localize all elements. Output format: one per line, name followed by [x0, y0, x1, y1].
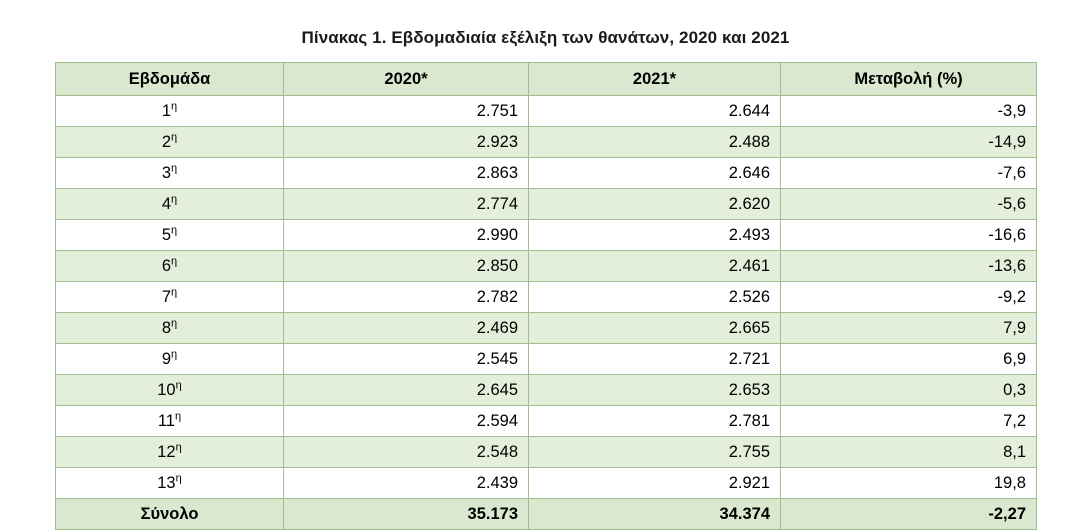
cell-total-change: -2,27 [781, 499, 1037, 530]
week-number: 11 [157, 411, 175, 430]
table-row [56, 189, 1037, 220]
cell-2021: 2.644 [529, 96, 781, 127]
cell-change: 6,9 [781, 344, 1037, 375]
cell-week [56, 189, 284, 220]
cell-total-label: Σύνολο [56, 499, 284, 530]
table-row [56, 158, 1037, 189]
table-body [56, 96, 1037, 530]
week-ordinal-suffix: η [175, 441, 182, 453]
cell-2020: 2.863 [284, 158, 529, 189]
cell-week [56, 344, 284, 375]
cell-change: -9,2 [781, 282, 1037, 313]
cell-2021: 2.653 [529, 375, 781, 406]
deaths-table [55, 62, 1037, 530]
table-row [56, 406, 1037, 437]
table-container [0, 62, 1091, 530]
week-ordinal-suffix: η [171, 162, 178, 174]
week-ordinal-suffix: η [175, 410, 182, 422]
week-number: 1 [161, 101, 172, 120]
table-row [56, 220, 1037, 251]
table-row [56, 468, 1037, 499]
week-ordinal-suffix: η [171, 255, 178, 267]
cell-2020: 2.594 [284, 406, 529, 437]
cell-change: 8,1 [781, 437, 1037, 468]
cell-2020: 2.469 [284, 313, 529, 344]
cell-week [56, 251, 284, 282]
week-number: 8 [161, 318, 172, 337]
cell-week [56, 313, 284, 344]
cell-2021: 2.665 [529, 313, 781, 344]
week-number: 13 [157, 473, 176, 492]
cell-week [56, 96, 284, 127]
cell-change: -13,6 [781, 251, 1037, 282]
cell-total-2020: 35.173 [284, 499, 529, 530]
table-row [56, 282, 1037, 313]
week-ordinal-suffix: η [171, 131, 178, 143]
cell-week [56, 127, 284, 158]
column-header-2021: 2021* [529, 63, 781, 96]
cell-2021: 2.721 [529, 344, 781, 375]
cell-2021: 2.526 [529, 282, 781, 313]
cell-week [56, 375, 284, 406]
cell-2021: 2.488 [529, 127, 781, 158]
cell-change: 7,2 [781, 406, 1037, 437]
cell-2021: 2.755 [529, 437, 781, 468]
week-ordinal-suffix: η [171, 348, 178, 360]
week-ordinal-suffix: η [171, 224, 178, 236]
cell-2020: 2.774 [284, 189, 529, 220]
cell-2020: 2.923 [284, 127, 529, 158]
cell-week [56, 437, 284, 468]
cell-change: -7,6 [781, 158, 1037, 189]
week-number: 9 [161, 349, 172, 368]
table-row [56, 251, 1037, 282]
cell-2020: 2.439 [284, 468, 529, 499]
cell-week [56, 468, 284, 499]
cell-2020: 2.548 [284, 437, 529, 468]
cell-2020: 2.545 [284, 344, 529, 375]
week-ordinal-suffix: η [171, 286, 178, 298]
cell-week [56, 220, 284, 251]
week-number: 3 [161, 163, 172, 182]
week-number: 4 [161, 194, 172, 213]
table-row [56, 313, 1037, 344]
week-ordinal-suffix: η [175, 379, 182, 391]
cell-2021: 2.461 [529, 251, 781, 282]
cell-2020: 2.645 [284, 375, 529, 406]
cell-week [56, 282, 284, 313]
week-number: 10 [157, 380, 176, 399]
column-header-2020: 2020* [284, 63, 529, 96]
table-total-row [56, 499, 1037, 530]
column-header-week: Εβδομάδα [56, 63, 284, 96]
table-row [56, 96, 1037, 127]
cell-week [56, 158, 284, 189]
cell-2020: 2.751 [284, 96, 529, 127]
table-row [56, 344, 1037, 375]
cell-2021: 2.921 [529, 468, 781, 499]
table-row [56, 375, 1037, 406]
cell-change: -14,9 [781, 127, 1037, 158]
cell-change: -5,6 [781, 189, 1037, 220]
cell-2020: 2.990 [284, 220, 529, 251]
column-header-change: Μεταβολή (%) [781, 63, 1037, 96]
week-ordinal-suffix: η [171, 100, 178, 112]
cell-change: -3,9 [781, 96, 1037, 127]
cell-week [56, 406, 284, 437]
cell-2020: 2.782 [284, 282, 529, 313]
cell-2021: 2.781 [529, 406, 781, 437]
cell-change: -16,6 [781, 220, 1037, 251]
cell-2021: 2.620 [529, 189, 781, 220]
week-number: 5 [161, 225, 172, 244]
cell-change: 7,9 [781, 313, 1037, 344]
week-number: 7 [161, 287, 172, 306]
cell-2020: 2.850 [284, 251, 529, 282]
cell-2021: 2.493 [529, 220, 781, 251]
cell-change: 19,8 [781, 468, 1037, 499]
table-row [56, 127, 1037, 158]
week-number: 2 [161, 132, 172, 151]
cell-change: 0,3 [781, 375, 1037, 406]
cell-2021: 2.646 [529, 158, 781, 189]
week-number: 6 [161, 256, 172, 275]
week-ordinal-suffix: η [171, 317, 178, 329]
table-header-row [56, 63, 1037, 96]
table-title: Πίνακας 1. Εβδομαδιαία εξέλιξη των θανάτων, 2020 και 2021 [301, 28, 790, 47]
table-row [56, 437, 1037, 468]
week-number: 12 [157, 442, 176, 461]
cell-total-2021: 34.374 [529, 499, 781, 530]
table-header [56, 63, 1037, 96]
week-ordinal-suffix: η [171, 193, 178, 205]
week-ordinal-suffix: η [175, 472, 182, 484]
